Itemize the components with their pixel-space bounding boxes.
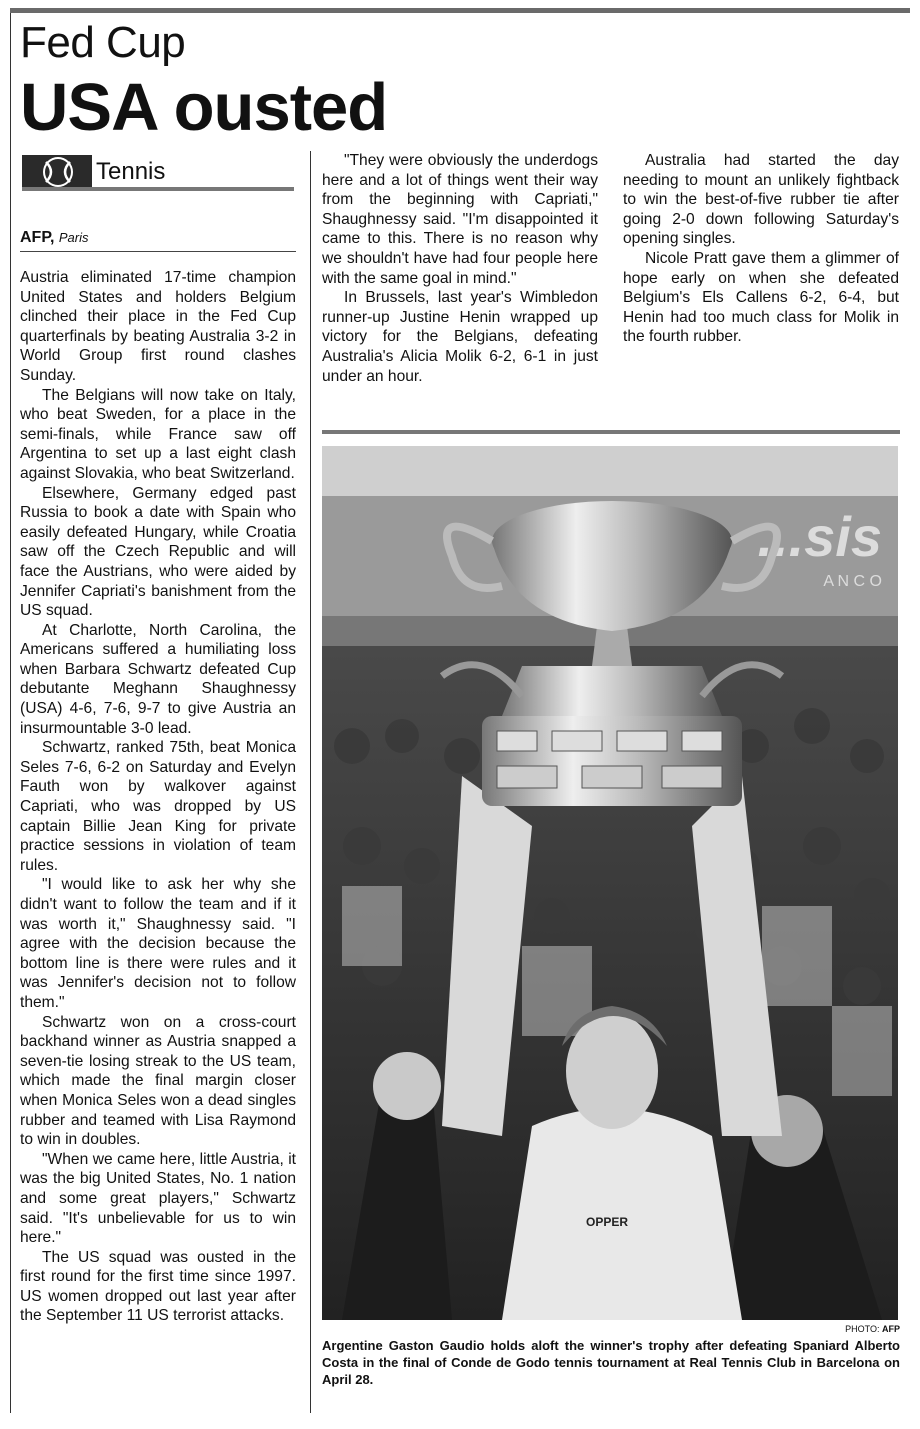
photo-caption: Argentine Gaston Gaudio holds aloft the winner's trophy after defeating Spaniard Alberto Costa in the final of Conde de Godo tennis tournament at Real Tennis Club in Barcelona on April 28.: [322, 1338, 900, 1387]
top-rule: [10, 8, 910, 13]
byline-source: AFP,: [20, 229, 55, 246]
photo-credit-source: AFP: [882, 1324, 900, 1334]
paragraph: The US squad was ousted in the first round for the first time since 1997. US women dropped out last year after the September 11 US terrorist attacks.: [20, 1248, 296, 1325]
section-label: Tennis: [96, 158, 166, 185]
paragraph: Australia had started the day needing to mount an unlikely fightback to win the best-of-five rubber tie after going 2-0 down following Saturday's opening singles.: [623, 152, 899, 248]
photo-rule: [322, 430, 900, 434]
paragraph: "I would like to ask her why she didn't want to follow the team and if it was worth it," Shaughnessy said. "I agree with the decision because the bottom line is there were rules and it was Jennifer's decision not to follow them.": [20, 876, 296, 1011]
trophy-photo: [322, 446, 898, 1320]
headline: USA ousted: [20, 70, 388, 145]
column-3: [623, 151, 899, 347]
banner-text: ...sis: [757, 505, 882, 568]
paragraph: Schwartz, ranked 75th, beat Monica Seles 7-6, 6-2 on Saturday and Evelyn Fauth won by walkover against Capriati, who was dropped by US captain Billie Jean King for private practice sessions in violation of team rules.: [20, 739, 296, 874]
paragraph: "They were obviously the underdogs here and a lot of things went their way from the beginning with Capriati," Shaughnessy said. "I'm disappointed it came to this. There is no reason why we shouldn't have had four people here with the same goal in mind.": [322, 152, 598, 287]
paragraph: In Brussels, last year's Wimbledon runner-up Justine Henin wrapped up victory for the Belgians, defeating Australia's Alicia Molik 6-2, 6-1 in just under an hour.: [322, 289, 598, 385]
tennis-ball-icon: [22, 155, 92, 189]
photo-credit: [322, 1324, 900, 1334]
paragraph: "When we came here, little Austria, it was the big United States, No. 1 nation and some great players," Schwartz said. "It's unbelievable for us to win here.": [20, 1150, 296, 1247]
column-divider: [310, 151, 311, 1413]
column-1: [20, 268, 296, 1326]
photo-credit-label: PHOTO:: [845, 1324, 880, 1334]
shirt-text: OPPER: [585, 1215, 629, 1229]
section-bar: [22, 187, 294, 191]
paragraph: Elsewhere, Germany edged past Russia to book a date with Spain who easily defeated Hungary, while Croatia saw off the Czech Republic and will face the Austrians, who were aided by Jennifer Capriati's banishment from the US squad.: [20, 484, 296, 620]
kicker: Fed Cup: [20, 18, 186, 67]
paragraph: At Charlotte, North Carolina, the Americans suffered a humiliating loss when Barbara Schwartz defeated Cup debutante Meghann Shaughnessy (USA) 4-6, 7-6, 9-7 to give Austria an insurmountable 3-0 lead.: [20, 621, 296, 737]
paragraph: Schwartz won on a cross-court backhand winner as Austria snapped a seven-tie losing streak to the US team, which made the final margin closer when Monica Seles won a dead singles rubber and teamed with Lisa Raymond to win in doubles.: [20, 1013, 296, 1149]
section-header: [22, 153, 294, 193]
banner-subtext: A N C O: [823, 573, 882, 590]
column-2: [322, 151, 598, 386]
left-border: [10, 13, 11, 1413]
byline: [20, 229, 296, 252]
byline-city: Paris: [58, 230, 89, 245]
paragraph: The Belgians will now take on Italy, who beat Sweden, for a place in the semi-finals, while France saw off Argentina to set up a last eight clash against Slovakia, who beat Switzerland.: [20, 386, 296, 482]
paragraph: Austria eliminated 17-time champion United States and holders Belgium clinched their place in the Fed Cup quarterfinals by beating Australia 3-2 in World Group first round clashes Sunday.: [20, 269, 296, 384]
paragraph: Nicole Pratt gave them a glimmer of hope early on when she defeated Belgium's Els Callens 6-2, 6-4, but Henin had too much class for Molik in the fourth rubber.: [623, 249, 899, 346]
photo-illustration: [322, 446, 898, 1320]
